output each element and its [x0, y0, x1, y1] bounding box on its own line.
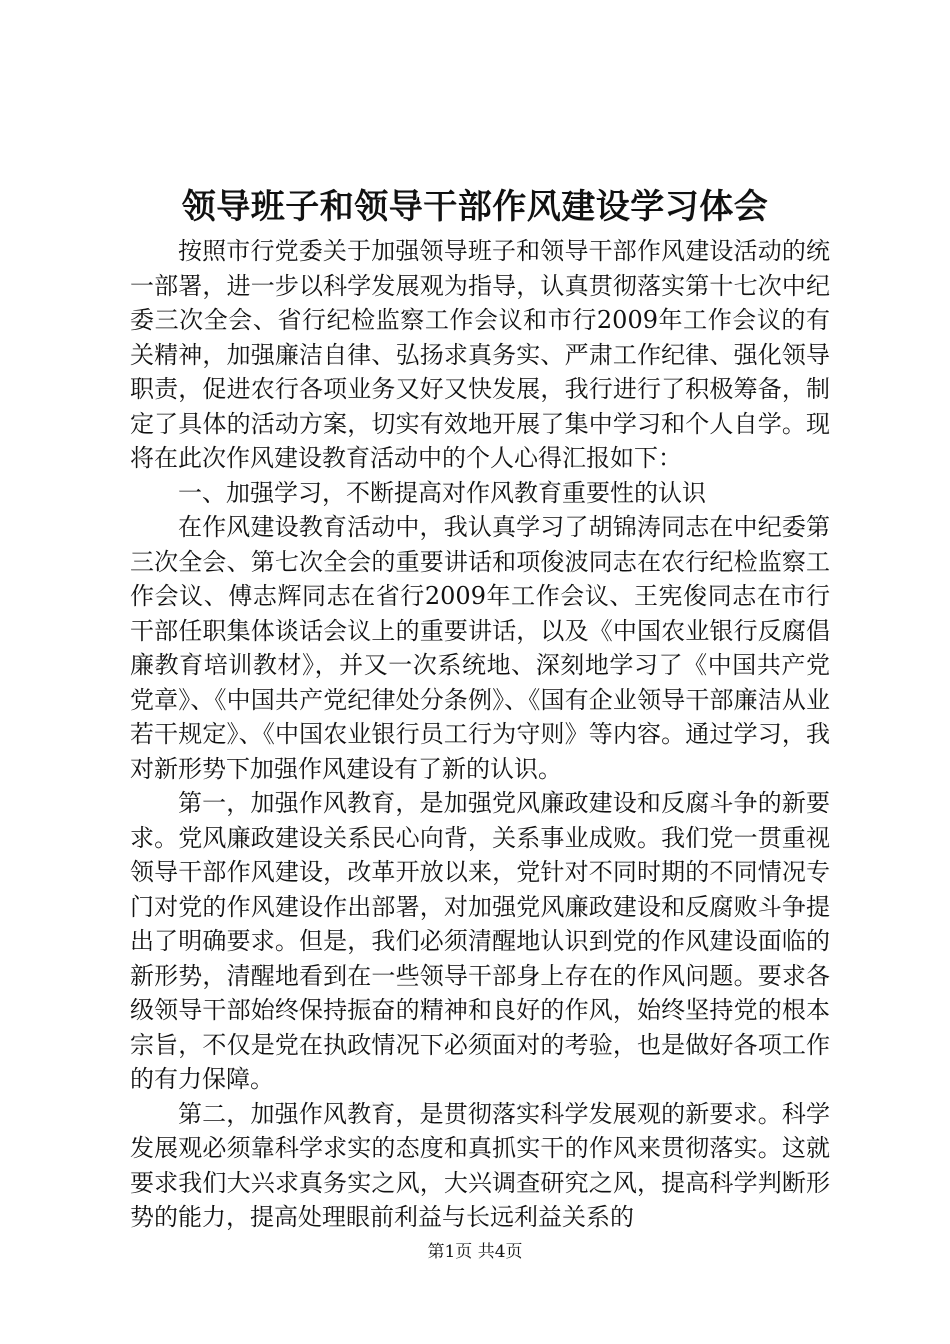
paragraph-study: 在作风建设教育活动中，我认真学习了胡锦涛同志在中纪委第三次全会、第七次全会的重要讲话和项俊波同志在农行纪检监察工作会议、傅志辉同志在省行2009年工作会议、王宪俊同志在市行干部任职集体谈话会议上的重要讲话，以及《中国农业银行反腐倡廉教育培训教材》，并又一次系统地、深刻地学习了《中国共产党党章》、《中国共产党纪律处分条例》、《国有企业领导干部廉洁从业若干规定》、《中国农业银行员工行为守则》等内容。通过学习，我对新形势下加强作风建设有了新的认识。 [130, 513, 830, 783]
document-body [130, 234, 830, 1235]
page-number-footer: 第1页 共4页 [427, 1242, 523, 1262]
paragraph-second-point: 第二，加强作风教育，是贯彻落实科学发展观的新要求。科学发展观必须靠科学求实的态度和真抓实干的作风来贯彻落实。这就要求我们大兴求真务实之风，大兴调查研究之风，提高科学判断形势的能力，提高处理眼前利益与长远利益关系的 [130, 1099, 830, 1231]
document-title: 领导班子和领导干部作风建设学习体会 [181, 187, 769, 227]
paragraph-intro: 按照市行党委关于加强领导班子和领导干部作风建设活动的统一部署，进一步以科学发展观为指导，认真贯彻落实第十七次中纪委三次全会、省行纪检监察工作会议和市行2009年工作会议的有关精神，加强廉洁自律、弘扬求真务实、严肃工作纪律、强化领导职责，促进农行各项业务又好又快发展，我行进行了积极筹备，制定了具体的活动方案，切实有效地开展了集中学习和个人自学。现将在此次作风建设教育活动中的个人心得汇报如下： [130, 237, 830, 472]
section-heading-1: 一、加强学习，不断提高对作风教育重要性的认识 [178, 478, 706, 507]
paragraph-first-point: 第一，加强作风教育，是加强党风廉政建设和反腐斗争的新要求。党风廉政建设关系民心向背，关系事业成败。我们党一贯重视领导干部作风建设，改革开放以来，党针对不同时期的不同情况专门对党的作风建设作出部署，对加强党风廉政建设和反腐败斗争提出了明确要求。但是，我们必须清醒地认识到党的作风建设面临的新形势，清醒地看到在一些领导干部身上存在的作风问题。要求各级领导干部始终保持振奋的精神和良好的作风，始终坚持党的根本宗旨，不仅是党在执政情况下必须面对的考验，也是做好各项工作的有力保障。 [130, 789, 830, 1093]
